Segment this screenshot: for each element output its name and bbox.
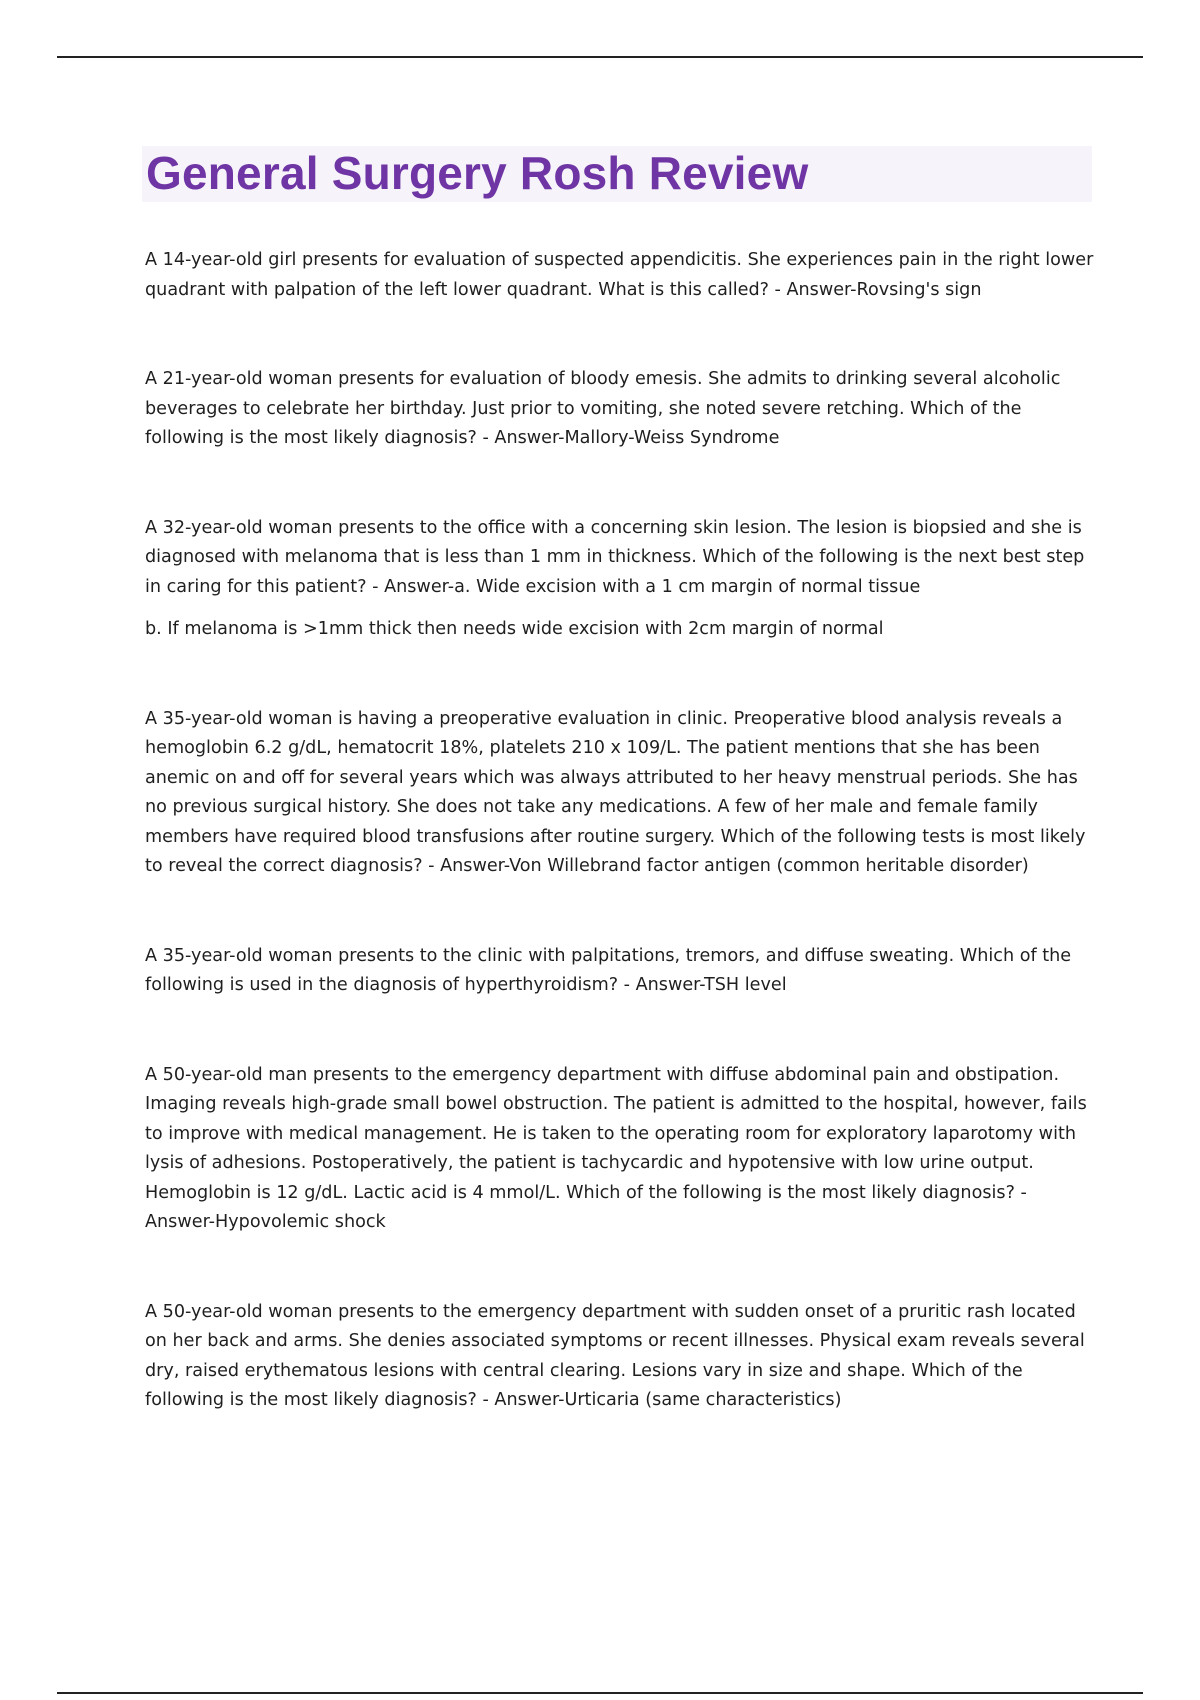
question-block: [145, 1298, 1095, 1416]
question-block: [145, 514, 1095, 645]
question-block: [145, 705, 1095, 882]
footer-rule: [57, 1692, 1143, 1694]
header-rule: [57, 56, 1143, 58]
question-block: [145, 246, 1095, 305]
question-list: [145, 246, 1095, 1476]
question-text: A 35-year-old woman is having a preoperative evaluation in clinic. Preoperative blood analysis reveals a hemoglobin 6.2 g/dL, hematocrit 18%, platelets 210 x 109/L. The patient mentions that she has been anemic on and off for several years which was always attributed to her heavy menstrual periods. She has no previous surgical history. She does not take any medications. A few of her male and female family members have required blood transfusions after routine surgery. Which of the following tests is most likely to reveal the correct diagnosis? - Answer-Von Willebrand factor antigen (common heritable disorder): [145, 708, 1086, 876]
question-text: A 21-year-old woman presents for evaluation of bloody emesis. She admits to drinking several alcoholic beverages to celebrate her birthday. Just prior to vomiting, she noted severe retching. Which of the following is the most likely diagnosis? - Answer-Mallory-Weiss Syndrome: [145, 369, 1061, 448]
question-text: A 50-year-old woman presents to the emergency department with sudden onset of a pruritic rash located on her back and arms. She denies associated symptoms or recent illnesses. Physical exam reveals several dry, raised erythematous lesions with central clearing. Lesions vary in size and shape. Which of the following is the most likely diagnosis? - Answer-Urticaria (same characteristics): [145, 1301, 1085, 1410]
question-text: A 32-year-old woman presents to the office with a concerning skin lesion. The lesion is biopsied and she is diagnosed with melanoma that is less than 1 mm in thickness. Which of the following is the next best step in caring for this patient? - Answer-a. Wide excision with a 1 cm margin of normal tissue: [145, 517, 1085, 597]
question-block: [145, 365, 1095, 454]
question-text: A 35-year-old woman presents to the clinic with palpitations, tremors, and diffuse sweating. Which of the following is used in the diagnosis of hyperthyroidism? - Answer-TSH level: [145, 945, 1072, 995]
document-title: General Surgery Rosh Review: [146, 147, 809, 199]
question-block: [145, 942, 1095, 1001]
question-extra-note: b. If melanoma is >1mm thick then needs wide excision with 2cm margin of normal: [145, 619, 884, 639]
question-block: [145, 1061, 1095, 1238]
question-text: A 50-year-old man presents to the emergency department with diffuse abdominal pain and obstipation. Imaging reveals high-grade small bowel obstruction. The patient is admitted to the hospital, however, fails to improve with medical management. He is taken to the operating room for exploratory laparotomy with lysis of adhesions. Postoperatively, the patient is tachycardic and hypotensive with low urine output. Hemoglobin is 12 g/dL. Lactic acid is 4 mmol/L. Which of the following is the most likely diagnosis? - Answer-Hypovolemic shock: [145, 1064, 1087, 1232]
question-text: A 14-year-old girl presents for evaluation of suspected appendicitis. She experiences pain in the right lower quadrant with palpation of the left lower quadrant. What is this called? - Answer-Rovsing's sign: [145, 250, 1094, 300]
